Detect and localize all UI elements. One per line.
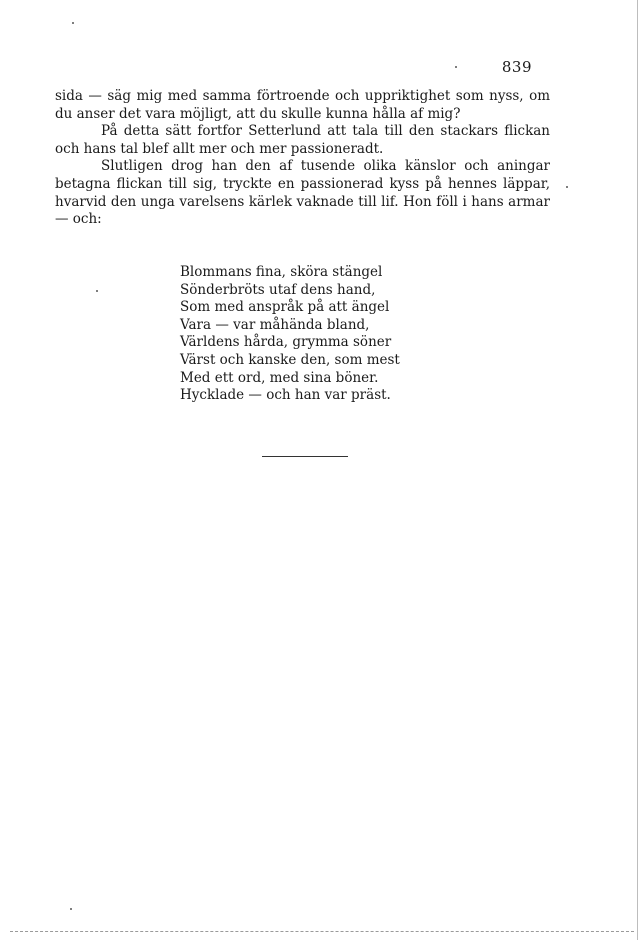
paragraph: På detta sätt fortfor Setterlund att tala till den stackars flickan och hans tal blef allt mer och mer passioneradt. [55,123,550,157]
poem-line: Sönderbröts utaf dens hand, [180,281,376,298]
paragraph: Slutligen drog han den af tusende olika känslor och aningar betagna flickan till sig, tryckte en passionerad kyss på hennes läppar, hvarvid den unga varelsens kärlek vaknade till lif. Hon föll i hans armar — och: [55,158,550,228]
poem-line: Världens hårda, grymma söner [180,334,392,351]
poem-line: Vara — var måhända bland, [180,316,370,333]
page-bottom-edge [10,931,634,932]
paper-speck [455,66,457,68]
paper-speck [566,186,568,188]
page-edge-shadow [637,0,638,940]
paper-speck [70,908,72,910]
prose-text [55,88,550,229]
paper-speck [96,290,98,292]
poem-line: Värst och kanske den, som mest [180,351,400,368]
poem-line: Med ett ord, med sina böner. [180,369,379,386]
page-number: 839 [501,58,532,76]
section-divider-rule [262,456,348,457]
poem-line: Som med anspråk på att ängel [180,299,390,316]
poem-line: Blommans fina, sköra stängel [180,264,383,280]
paper-speck [72,22,74,24]
poem-line: Hycklade — och han var präst. [180,387,391,404]
poem-stanza [180,264,400,405]
paragraph: sida — säg mig med samma förtroende och uppriktighet som nyss, om du anser det vara möjligt, att du skulle kunna hålla af mig? [55,88,550,122]
